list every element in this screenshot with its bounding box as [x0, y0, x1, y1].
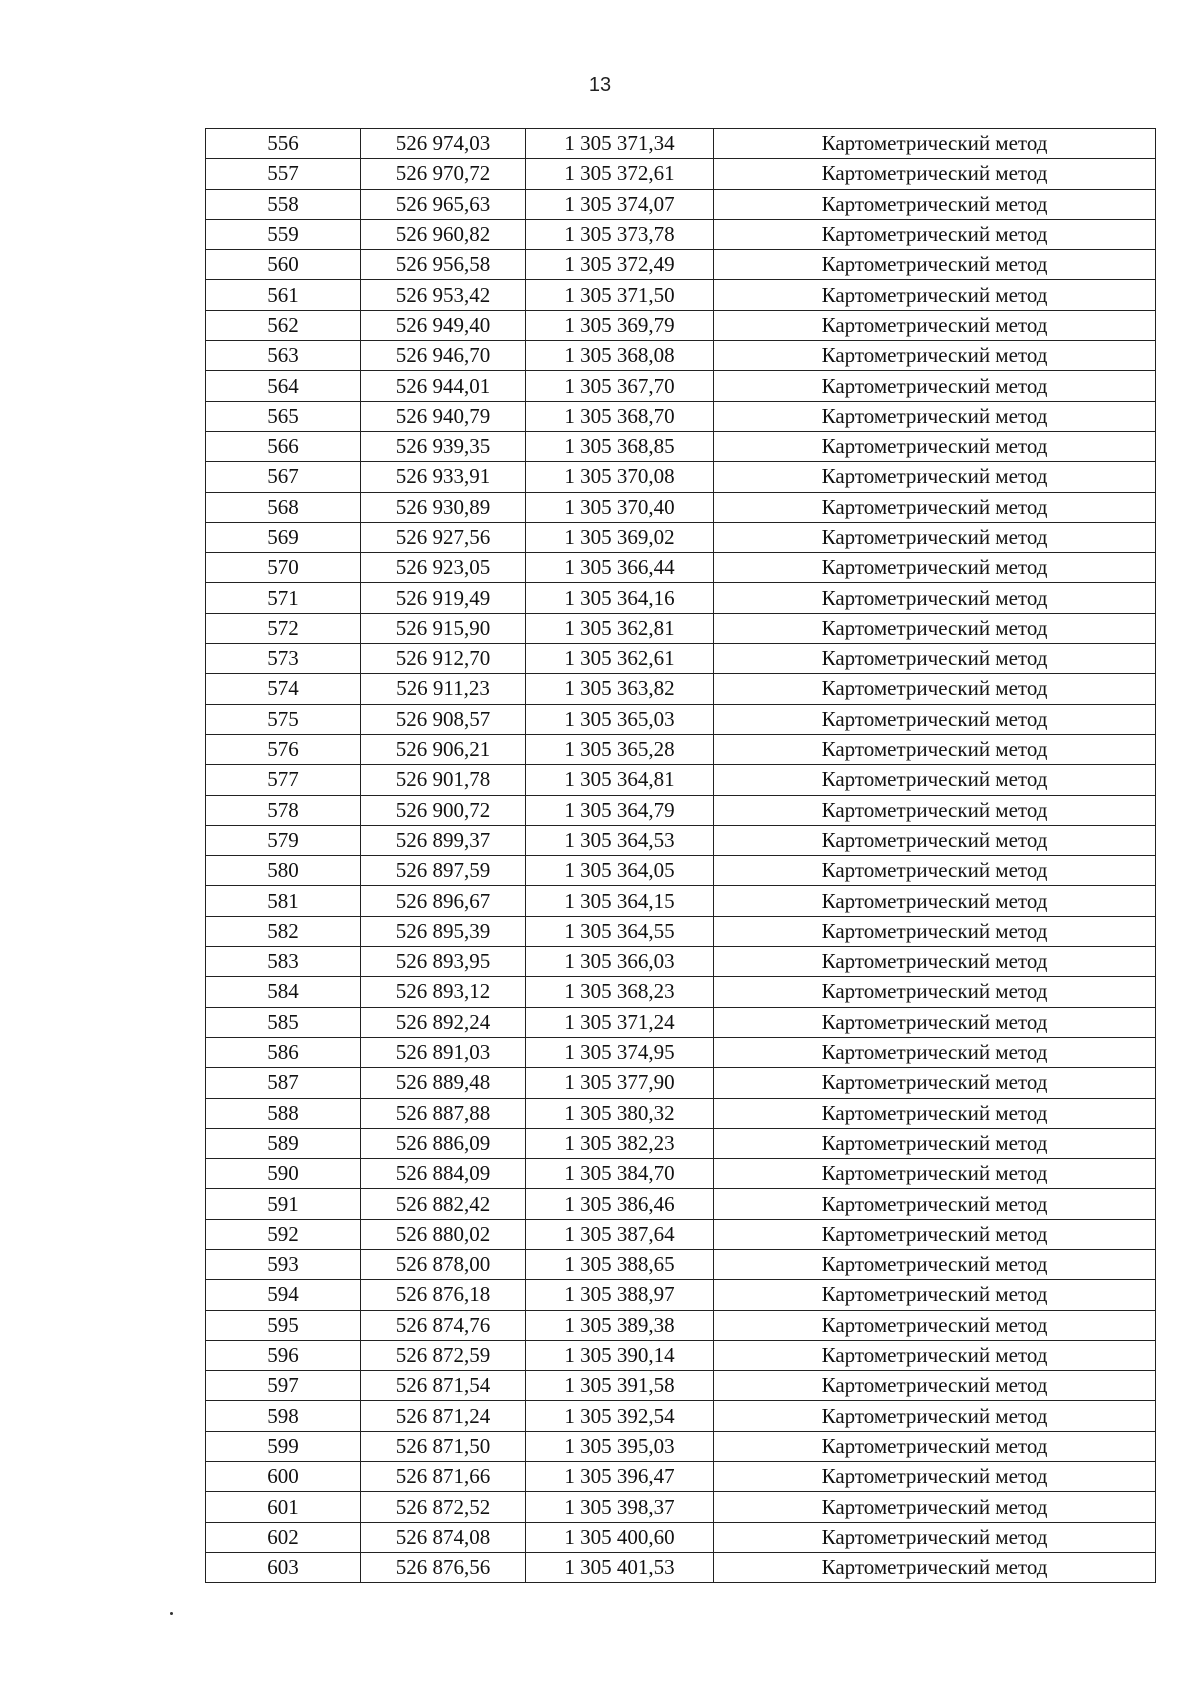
point-number-cell: 586: [206, 1037, 361, 1067]
x-coordinate-cell: 526 974,03: [361, 129, 526, 159]
method-cell: Картометрический метод: [714, 825, 1156, 855]
y-coordinate-cell: 1 305 368,70: [526, 401, 714, 431]
point-number-cell: 582: [206, 916, 361, 946]
method-cell: Картометрический метод: [714, 310, 1156, 340]
method-cell: Картометрический метод: [714, 1007, 1156, 1037]
table-row: [206, 795, 1156, 825]
table-row: [206, 1037, 1156, 1067]
x-coordinate-cell: 526 906,21: [361, 734, 526, 764]
method-cell: Картометрический метод: [714, 401, 1156, 431]
method-cell: Картометрический метод: [714, 947, 1156, 977]
point-number-cell: 562: [206, 310, 361, 340]
y-coordinate-cell: 1 305 391,58: [526, 1371, 714, 1401]
point-number-cell: 598: [206, 1401, 361, 1431]
point-number-cell: 556: [206, 129, 361, 159]
y-coordinate-cell: 1 305 401,53: [526, 1552, 714, 1582]
table-row: [206, 644, 1156, 674]
table-row: [206, 219, 1156, 249]
y-coordinate-cell: 1 305 369,02: [526, 522, 714, 552]
table-row: [206, 1159, 1156, 1189]
table-row: [206, 431, 1156, 461]
point-number-cell: 565: [206, 401, 361, 431]
x-coordinate-cell: 526 884,09: [361, 1159, 526, 1189]
table-row: [206, 1068, 1156, 1098]
point-number-cell: 588: [206, 1098, 361, 1128]
point-number-cell: 570: [206, 553, 361, 583]
x-coordinate-cell: 526 871,50: [361, 1431, 526, 1461]
table-row: [206, 341, 1156, 371]
point-number-cell: 577: [206, 765, 361, 795]
x-coordinate-cell: 526 872,59: [361, 1340, 526, 1370]
table-row: [206, 1340, 1156, 1370]
coordinates-table-body: [206, 129, 1156, 1583]
method-cell: Картометрический метод: [714, 1189, 1156, 1219]
point-number-cell: 581: [206, 886, 361, 916]
method-cell: Картометрический метод: [714, 765, 1156, 795]
method-cell: Картометрический метод: [714, 583, 1156, 613]
method-cell: Картометрический метод: [714, 1249, 1156, 1279]
method-cell: Картометрический метод: [714, 1552, 1156, 1582]
method-cell: Картометрический метод: [714, 129, 1156, 159]
y-coordinate-cell: 1 305 395,03: [526, 1431, 714, 1461]
table-row: [206, 159, 1156, 189]
method-cell: Картометрический метод: [714, 431, 1156, 461]
table-row: [206, 1431, 1156, 1461]
x-coordinate-cell: 526 874,08: [361, 1522, 526, 1552]
x-coordinate-cell: 526 946,70: [361, 341, 526, 371]
method-cell: Картометрический метод: [714, 1522, 1156, 1552]
method-cell: Картометрический метод: [714, 341, 1156, 371]
method-cell: Картометрический метод: [714, 1098, 1156, 1128]
table-row: [206, 765, 1156, 795]
method-cell: Картометрический метод: [714, 1128, 1156, 1158]
y-coordinate-cell: 1 305 364,53: [526, 825, 714, 855]
x-coordinate-cell: 526 899,37: [361, 825, 526, 855]
x-coordinate-cell: 526 893,95: [361, 947, 526, 977]
method-cell: Картометрический метод: [714, 492, 1156, 522]
point-number-cell: 567: [206, 462, 361, 492]
y-coordinate-cell: 1 305 364,05: [526, 856, 714, 886]
method-cell: Картометрический метод: [714, 371, 1156, 401]
method-cell: Картометрический метод: [714, 1371, 1156, 1401]
x-coordinate-cell: 526 919,49: [361, 583, 526, 613]
y-coordinate-cell: 1 305 362,81: [526, 613, 714, 643]
point-number-cell: 569: [206, 522, 361, 552]
point-number-cell: 597: [206, 1371, 361, 1401]
point-number-cell: 566: [206, 431, 361, 461]
y-coordinate-cell: 1 305 389,38: [526, 1310, 714, 1340]
x-coordinate-cell: 526 878,00: [361, 1249, 526, 1279]
y-coordinate-cell: 1 305 368,08: [526, 341, 714, 371]
x-coordinate-cell: 526 872,52: [361, 1492, 526, 1522]
table-row: [206, 1310, 1156, 1340]
table-row: [206, 613, 1156, 643]
x-coordinate-cell: 526 970,72: [361, 159, 526, 189]
method-cell: Картометрический метод: [714, 734, 1156, 764]
y-coordinate-cell: 1 305 400,60: [526, 1522, 714, 1552]
x-coordinate-cell: 526 889,48: [361, 1068, 526, 1098]
point-number-cell: 589: [206, 1128, 361, 1158]
x-coordinate-cell: 526 871,66: [361, 1462, 526, 1492]
x-coordinate-cell: 526 953,42: [361, 280, 526, 310]
point-number-cell: 583: [206, 947, 361, 977]
point-number-cell: 572: [206, 613, 361, 643]
x-coordinate-cell: 526 895,39: [361, 916, 526, 946]
y-coordinate-cell: 1 305 374,95: [526, 1037, 714, 1067]
page-number: 13: [588, 74, 612, 96]
method-cell: Картометрический метод: [714, 1462, 1156, 1492]
y-coordinate-cell: 1 305 366,44: [526, 553, 714, 583]
method-cell: Картометрический метод: [714, 1492, 1156, 1522]
method-cell: Картометрический метод: [714, 1219, 1156, 1249]
y-coordinate-cell: 1 305 366,03: [526, 947, 714, 977]
table-row: [206, 1371, 1156, 1401]
table-row: [206, 462, 1156, 492]
point-number-cell: 568: [206, 492, 361, 522]
method-cell: Картометрический метод: [714, 189, 1156, 219]
x-coordinate-cell: 526 887,88: [361, 1098, 526, 1128]
method-cell: Картометрический метод: [714, 1401, 1156, 1431]
x-coordinate-cell: 526 927,56: [361, 522, 526, 552]
method-cell: Картометрический метод: [714, 674, 1156, 704]
y-coordinate-cell: 1 305 374,07: [526, 189, 714, 219]
point-number-cell: 596: [206, 1340, 361, 1370]
y-coordinate-cell: 1 305 396,47: [526, 1462, 714, 1492]
point-number-cell: 564: [206, 371, 361, 401]
y-coordinate-cell: 1 305 364,81: [526, 765, 714, 795]
method-cell: Картометрический метод: [714, 1310, 1156, 1340]
coordinates-table: [205, 128, 1156, 1583]
x-coordinate-cell: 526 876,18: [361, 1280, 526, 1310]
table-row: [206, 977, 1156, 1007]
scan-speck: [170, 1612, 173, 1615]
x-coordinate-cell: 526 897,59: [361, 856, 526, 886]
y-coordinate-cell: 1 305 388,97: [526, 1280, 714, 1310]
table-row: [206, 553, 1156, 583]
x-coordinate-cell: 526 949,40: [361, 310, 526, 340]
point-number-cell: 600: [206, 1462, 361, 1492]
method-cell: Картометрический метод: [714, 1431, 1156, 1461]
table-row: [206, 674, 1156, 704]
table-row: [206, 1249, 1156, 1279]
y-coordinate-cell: 1 305 368,23: [526, 977, 714, 1007]
x-coordinate-cell: 526 871,24: [361, 1401, 526, 1431]
point-number-cell: 590: [206, 1159, 361, 1189]
x-coordinate-cell: 526 886,09: [361, 1128, 526, 1158]
method-cell: Картометрический метод: [714, 522, 1156, 552]
table-row: [206, 1462, 1156, 1492]
y-coordinate-cell: 1 305 392,54: [526, 1401, 714, 1431]
table-row: [206, 129, 1156, 159]
method-cell: Картометрический метод: [714, 250, 1156, 280]
point-number-cell: 585: [206, 1007, 361, 1037]
y-coordinate-cell: 1 305 384,70: [526, 1159, 714, 1189]
y-coordinate-cell: 1 305 370,08: [526, 462, 714, 492]
y-coordinate-cell: 1 305 364,16: [526, 583, 714, 613]
table-row: [206, 1522, 1156, 1552]
y-coordinate-cell: 1 305 372,49: [526, 250, 714, 280]
point-number-cell: 591: [206, 1189, 361, 1219]
table-row: [206, 1492, 1156, 1522]
table-row: [206, 583, 1156, 613]
y-coordinate-cell: 1 305 364,55: [526, 916, 714, 946]
table-row: [206, 916, 1156, 946]
table-row: [206, 189, 1156, 219]
x-coordinate-cell: 526 960,82: [361, 219, 526, 249]
x-coordinate-cell: 526 944,01: [361, 371, 526, 401]
point-number-cell: 558: [206, 189, 361, 219]
table-row: [206, 825, 1156, 855]
y-coordinate-cell: 1 305 371,50: [526, 280, 714, 310]
x-coordinate-cell: 526 908,57: [361, 704, 526, 734]
point-number-cell: 593: [206, 1249, 361, 1279]
y-coordinate-cell: 1 305 390,14: [526, 1340, 714, 1370]
point-number-cell: 592: [206, 1219, 361, 1249]
method-cell: Картометрический метод: [714, 1280, 1156, 1310]
table-row: [206, 886, 1156, 916]
point-number-cell: 571: [206, 583, 361, 613]
y-coordinate-cell: 1 305 368,85: [526, 431, 714, 461]
y-coordinate-cell: 1 305 363,82: [526, 674, 714, 704]
point-number-cell: 602: [206, 1522, 361, 1552]
point-number-cell: 575: [206, 704, 361, 734]
x-coordinate-cell: 526 939,35: [361, 431, 526, 461]
y-coordinate-cell: 1 305 364,15: [526, 886, 714, 916]
method-cell: Картометрический метод: [714, 1159, 1156, 1189]
table-row: [206, 280, 1156, 310]
method-cell: Картометрический метод: [714, 159, 1156, 189]
table-row: [206, 704, 1156, 734]
x-coordinate-cell: 526 930,89: [361, 492, 526, 522]
table-row: [206, 1401, 1156, 1431]
x-coordinate-cell: 526 882,42: [361, 1189, 526, 1219]
x-coordinate-cell: 526 876,56: [361, 1552, 526, 1582]
method-cell: Картометрический метод: [714, 856, 1156, 886]
x-coordinate-cell: 526 965,63: [361, 189, 526, 219]
y-coordinate-cell: 1 305 371,24: [526, 1007, 714, 1037]
x-coordinate-cell: 526 940,79: [361, 401, 526, 431]
method-cell: Картометрический метод: [714, 462, 1156, 492]
table-row: [206, 1128, 1156, 1158]
y-coordinate-cell: 1 305 372,61: [526, 159, 714, 189]
x-coordinate-cell: 526 900,72: [361, 795, 526, 825]
method-cell: Картометрический метод: [714, 613, 1156, 643]
x-coordinate-cell: 526 880,02: [361, 1219, 526, 1249]
y-coordinate-cell: 1 305 398,37: [526, 1492, 714, 1522]
point-number-cell: 557: [206, 159, 361, 189]
point-number-cell: 561: [206, 280, 361, 310]
method-cell: Картометрический метод: [714, 219, 1156, 249]
point-number-cell: 587: [206, 1068, 361, 1098]
y-coordinate-cell: 1 305 387,64: [526, 1219, 714, 1249]
x-coordinate-cell: 526 893,12: [361, 977, 526, 1007]
method-cell: Картометрический метод: [714, 977, 1156, 1007]
table-row: [206, 1189, 1156, 1219]
x-coordinate-cell: 526 891,03: [361, 1037, 526, 1067]
x-coordinate-cell: 526 874,76: [361, 1310, 526, 1340]
point-number-cell: 584: [206, 977, 361, 1007]
table-row: [206, 250, 1156, 280]
point-number-cell: 601: [206, 1492, 361, 1522]
point-number-cell: 580: [206, 856, 361, 886]
x-coordinate-cell: 526 923,05: [361, 553, 526, 583]
table-row: [206, 1552, 1156, 1582]
point-number-cell: 559: [206, 219, 361, 249]
y-coordinate-cell: 1 305 373,78: [526, 219, 714, 249]
x-coordinate-cell: 526 901,78: [361, 765, 526, 795]
point-number-cell: 574: [206, 674, 361, 704]
method-cell: Картометрический метод: [714, 280, 1156, 310]
x-coordinate-cell: 526 892,24: [361, 1007, 526, 1037]
table-row: [206, 1219, 1156, 1249]
x-coordinate-cell: 526 871,54: [361, 1371, 526, 1401]
method-cell: Картометрический метод: [714, 1068, 1156, 1098]
x-coordinate-cell: 526 911,23: [361, 674, 526, 704]
point-number-cell: 563: [206, 341, 361, 371]
point-number-cell: 576: [206, 734, 361, 764]
method-cell: Картометрический метод: [714, 644, 1156, 674]
method-cell: Картометрический метод: [714, 553, 1156, 583]
x-coordinate-cell: 526 912,70: [361, 644, 526, 674]
y-coordinate-cell: 1 305 365,28: [526, 734, 714, 764]
y-coordinate-cell: 1 305 371,34: [526, 129, 714, 159]
point-number-cell: 579: [206, 825, 361, 855]
y-coordinate-cell: 1 305 364,79: [526, 795, 714, 825]
y-coordinate-cell: 1 305 369,79: [526, 310, 714, 340]
table-row: [206, 371, 1156, 401]
y-coordinate-cell: 1 305 388,65: [526, 1249, 714, 1279]
x-coordinate-cell: 526 956,58: [361, 250, 526, 280]
point-number-cell: 595: [206, 1310, 361, 1340]
table-row: [206, 734, 1156, 764]
y-coordinate-cell: 1 305 365,03: [526, 704, 714, 734]
table-row: [206, 401, 1156, 431]
point-number-cell: 594: [206, 1280, 361, 1310]
x-coordinate-cell: 526 915,90: [361, 613, 526, 643]
method-cell: Картометрический метод: [714, 1340, 1156, 1370]
y-coordinate-cell: 1 305 362,61: [526, 644, 714, 674]
point-number-cell: 573: [206, 644, 361, 674]
y-coordinate-cell: 1 305 367,70: [526, 371, 714, 401]
y-coordinate-cell: 1 305 382,23: [526, 1128, 714, 1158]
method-cell: Картометрический метод: [714, 916, 1156, 946]
y-coordinate-cell: 1 305 377,90: [526, 1068, 714, 1098]
table-row: [206, 1007, 1156, 1037]
y-coordinate-cell: 1 305 380,32: [526, 1098, 714, 1128]
table-row: [206, 1280, 1156, 1310]
y-coordinate-cell: 1 305 370,40: [526, 492, 714, 522]
y-coordinate-cell: 1 305 386,46: [526, 1189, 714, 1219]
x-coordinate-cell: 526 896,67: [361, 886, 526, 916]
method-cell: Картометрический метод: [714, 1037, 1156, 1067]
table-row: [206, 1098, 1156, 1128]
table-row: [206, 856, 1156, 886]
method-cell: Картометрический метод: [714, 795, 1156, 825]
table-row: [206, 947, 1156, 977]
point-number-cell: 578: [206, 795, 361, 825]
point-number-cell: 599: [206, 1431, 361, 1461]
table-row: [206, 522, 1156, 552]
point-number-cell: 560: [206, 250, 361, 280]
x-coordinate-cell: 526 933,91: [361, 462, 526, 492]
method-cell: Картометрический метод: [714, 886, 1156, 916]
method-cell: Картометрический метод: [714, 704, 1156, 734]
point-number-cell: 603: [206, 1552, 361, 1582]
table-row: [206, 492, 1156, 522]
table-row: [206, 310, 1156, 340]
